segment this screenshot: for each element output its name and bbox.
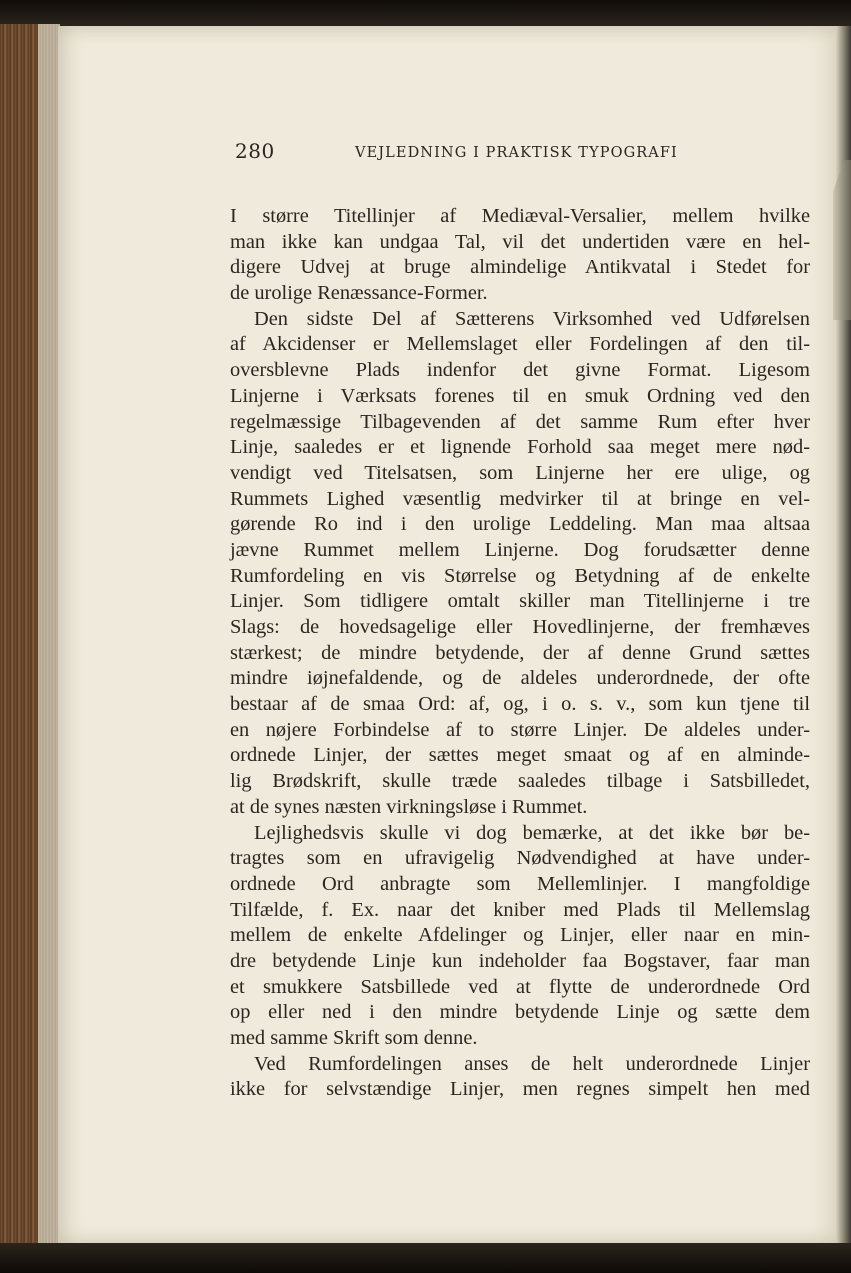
text-line: Linje, saaledes er et lignende Forhold saa meget mere nød- [230, 436, 810, 459]
text-line: bestaar af de smaa Ord: af, og, i o. s. v., som kun tjene til [230, 693, 810, 716]
body-text [230, 204, 810, 1103]
text-line: mellem de enkelte Afdelinger og Linjer, eller naar en min- [230, 924, 810, 947]
text-line: gørende Ro ind i den urolige Leddeling. Man maa altsaa [230, 513, 810, 536]
text-line: af Akcidenser er Mellemslaget eller Fordelingen af den til- [230, 333, 810, 356]
text-line: op eller ned i den mindre betydende Linje og sætte dem [230, 1001, 810, 1024]
text-line: I større Titellinjer af Mediæval-Versalier, mellem hvilke [230, 205, 810, 227]
book-page-edges [0, 24, 60, 1246]
text-line: regelmæssige Tilbagevenden af det samme Rum efter hver [230, 410, 810, 433]
text-line: at de synes næsten virkningsløse i Rummet. [230, 795, 588, 818]
fore-edge [38, 24, 60, 1246]
text-line: ikke for selvstændige Linjer, men regnes simpelt hen med [230, 1078, 810, 1101]
text-line: Rumfordeling en vis Størrelse og Betydning af de enkelte [230, 564, 810, 587]
running-head: VEJLEDNING I PRAKTISK TYPOGRAFI [355, 145, 678, 161]
text-line: oversblevne Plads indenfor det givne Format. Ligesom [230, 359, 810, 382]
scan-top-border [0, 0, 851, 26]
text-line: tragtes som en ufravigelig Nødvendighed at have under- [230, 847, 810, 870]
text-line: mindre iøjnefaldende, og de aldeles underordnede, der ofte [230, 667, 810, 690]
text-line: Rummets Lighed væsentlig medvirker til at bringe en vel- [230, 487, 810, 510]
scan-bottom-border [0, 1243, 851, 1273]
page-tab-mark [833, 160, 851, 320]
page-number: 280 [235, 139, 275, 163]
text-line: de urolige Renæssance-Former. [230, 282, 488, 305]
text-line: en nøjere Forbindelse af to større Linjer. De aldeles under- [230, 718, 810, 741]
text-line: et smukkere Satsbillede ved at flytte de underordnede Ord [230, 975, 810, 998]
text-line: man ikke kan undgaa Tal, vil det undertiden være en hel- [230, 230, 810, 253]
text-line: med samme Skrift som denne. [230, 1027, 478, 1049]
text-line: Slags: de hovedsagelige eller Hovedlinjerne, der fremhæves [230, 616, 810, 638]
text-line: stærkest; de mindre betydende, der af denne Grund sættes [230, 641, 810, 664]
text-line: dre betydende Linje kun indeholder faa Bogstaver, faar man [230, 949, 810, 972]
text-line: Lejlighedsvis skulle vi dog bemærke, at det ikke bør be- [254, 821, 810, 844]
text-line: Den sidste Del af Sætterens Virksomhed ved Udførelsen [254, 307, 810, 330]
text-line: digere Udvej at bruge almindelige Antikvatal i Stedet for [230, 256, 810, 279]
text-line: vendigt ved Titelsatsen, som Linjerne her ere ulige, og [230, 461, 810, 484]
text-line: Linjerne i Værksats forenes til en smuk Ordning ved den [230, 384, 810, 407]
text-line: jævne Rummet mellem Linjerne. Dog forudsætter denne [230, 538, 810, 561]
text-line: ordnede Linjer, der sættes meget smaat og af en alminde- [230, 744, 810, 767]
book-page [58, 26, 836, 1244]
text-line: Ved Rumfordelingen anses de helt underordnede Linjer [254, 1052, 810, 1075]
text-line: lig Brødskrift, skulle træde saaledes tilbage i Satsbilledet, [230, 770, 810, 793]
text-line: ordnede Ord anbragte som Mellemlinjer. I mangfoldige [230, 872, 810, 895]
text-line: Tilfælde, f. Ex. naar det kniber med Plads til Mellemslag [230, 898, 810, 921]
text-line: Linjer. Som tidligere omtalt skiller man Titellinjerne i tre [230, 590, 810, 613]
